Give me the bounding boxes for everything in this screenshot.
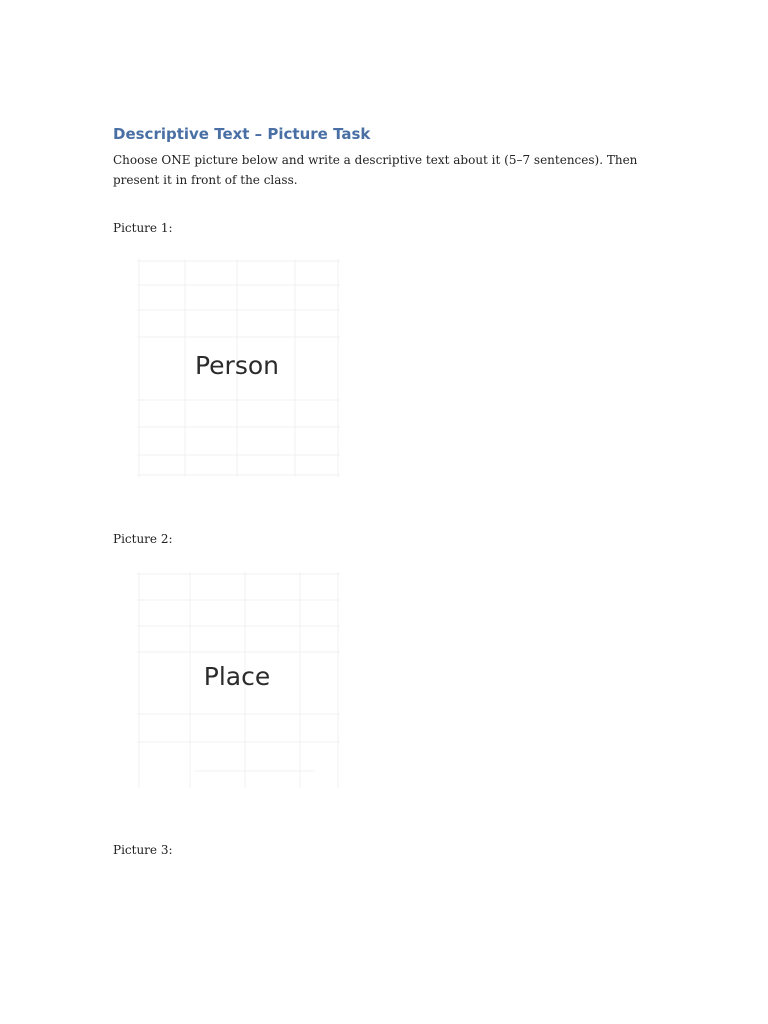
picture-2-placeholder <box>135 566 345 791</box>
picture-2-label: Picture 2: <box>113 532 173 546</box>
task-instructions: Choose ONE picture below and write a descriptive text about it (5–7 sentences). Then present it in front of the class. <box>113 153 638 187</box>
picture-3-label: Picture 3: <box>113 843 173 857</box>
picture-1-placeholder <box>135 255 345 480</box>
picture-1-caption: Person <box>194 351 279 380</box>
picture-1-label: Picture 1: <box>113 221 173 235</box>
picture-2-caption: Place <box>203 662 271 691</box>
document-title: Descriptive Text – Picture Task <box>113 125 371 143</box>
